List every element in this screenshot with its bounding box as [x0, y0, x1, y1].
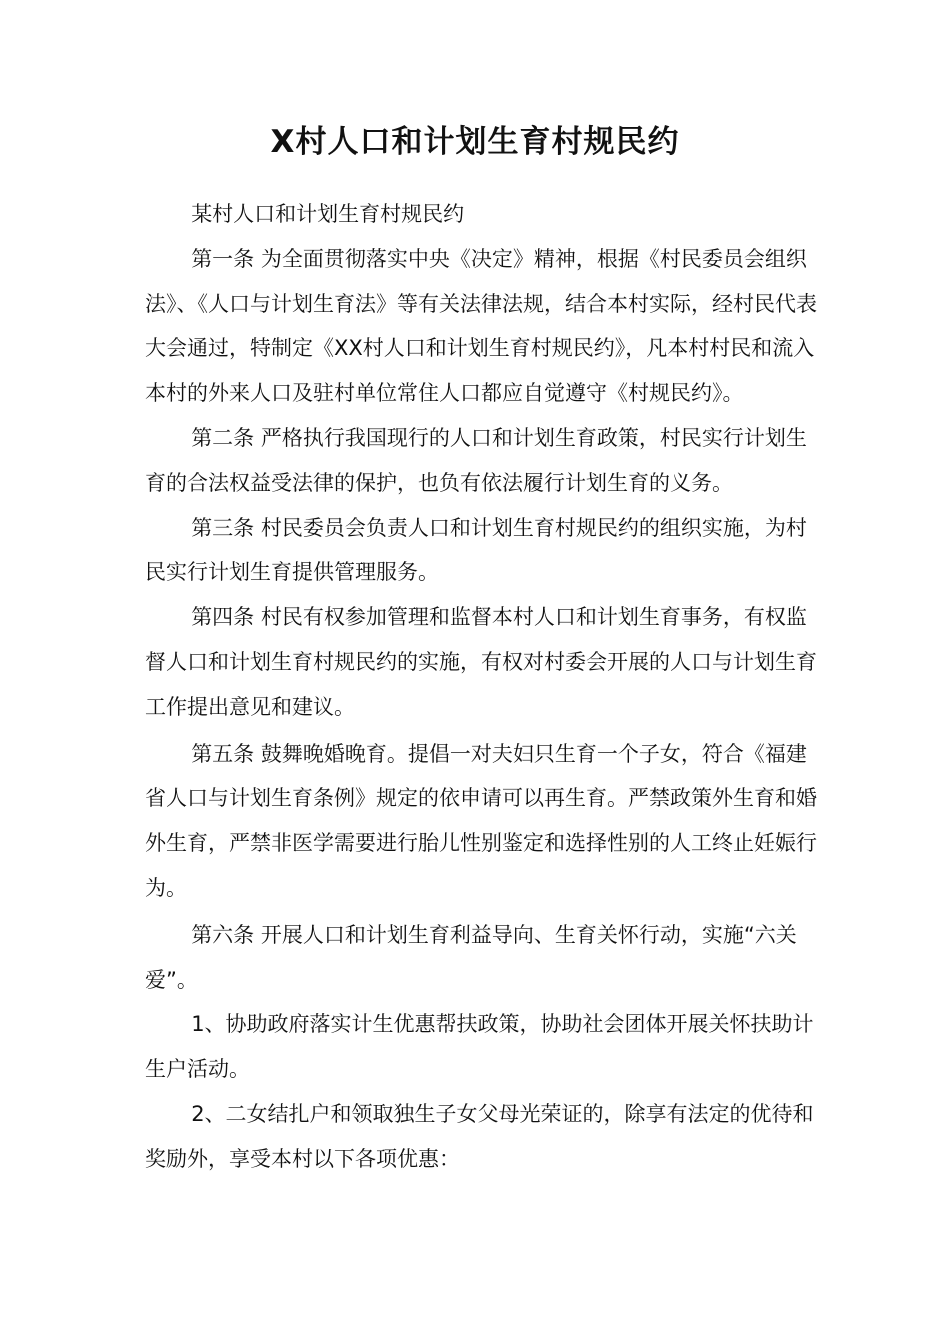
item-2-paragraph: 2、二女结扎户和领取独生子女父母光荣证的，除享有法定的优待和奖励外，享受本村以下各项优惠：: [145, 1101, 814, 1171]
item-1-paragraph: 1、协助政府落实计生优惠帮扶政策，协助社会团体开展关怀扶助计生户活动。: [145, 1012, 814, 1082]
subtitle-paragraph: 某村人口和计划生育村规民约: [191, 202, 465, 226]
article-4-paragraph: 第四条 村民有权参加管理和监督本村人口和计划生育事务，有权监督人口和计划生育村规民约的实施，有权对村委会开展的人口与计划生育工作提出意见和建议。: [145, 605, 817, 719]
article-3-paragraph: 第三条 村民委员会负责人口和计划生育村规民约的组织实施，为村民实行计划生育提供管理服务。: [145, 515, 807, 585]
article-6-paragraph: 第六条 开展人口和计划生育利益导向、生育关怀行动，实施“六关爱”。: [145, 922, 797, 992]
document-title: X村人口和计划生育村规民约: [270, 124, 680, 160]
article-5-paragraph: 第五条 鼓舞晚婚晚育。提倡一对夫妇只生育一个子女，符合《福建省人口与计划生育条例》规定的依申请可以再生育。严禁政策外生育和婚外生育，严禁非医学需要进行胎儿性别鉴定和选择性别的人工终止妊娠行为。: [145, 741, 817, 900]
article-2-paragraph: 第二条 严格执行我国现行的人口和计划生育政策，村民实行计划生育的合法权益受法律的保护，也负有依法履行计划生育的义务。: [145, 425, 807, 495]
document-body: [145, 192, 817, 1182]
article-1-paragraph: 第一条 为全面贯彻落实中央《决定》精神，根据《村民委员会组织法》、《人口与计划生育法》等有关法律法规，结合本村实际，经村民代表大会通过，特制定《XX村人口和计划生育村规民约》，凡本村村民和流入本村的外来人口及驻村单位常住人口都应自觉遵守《村规民约》。: [145, 246, 817, 406]
